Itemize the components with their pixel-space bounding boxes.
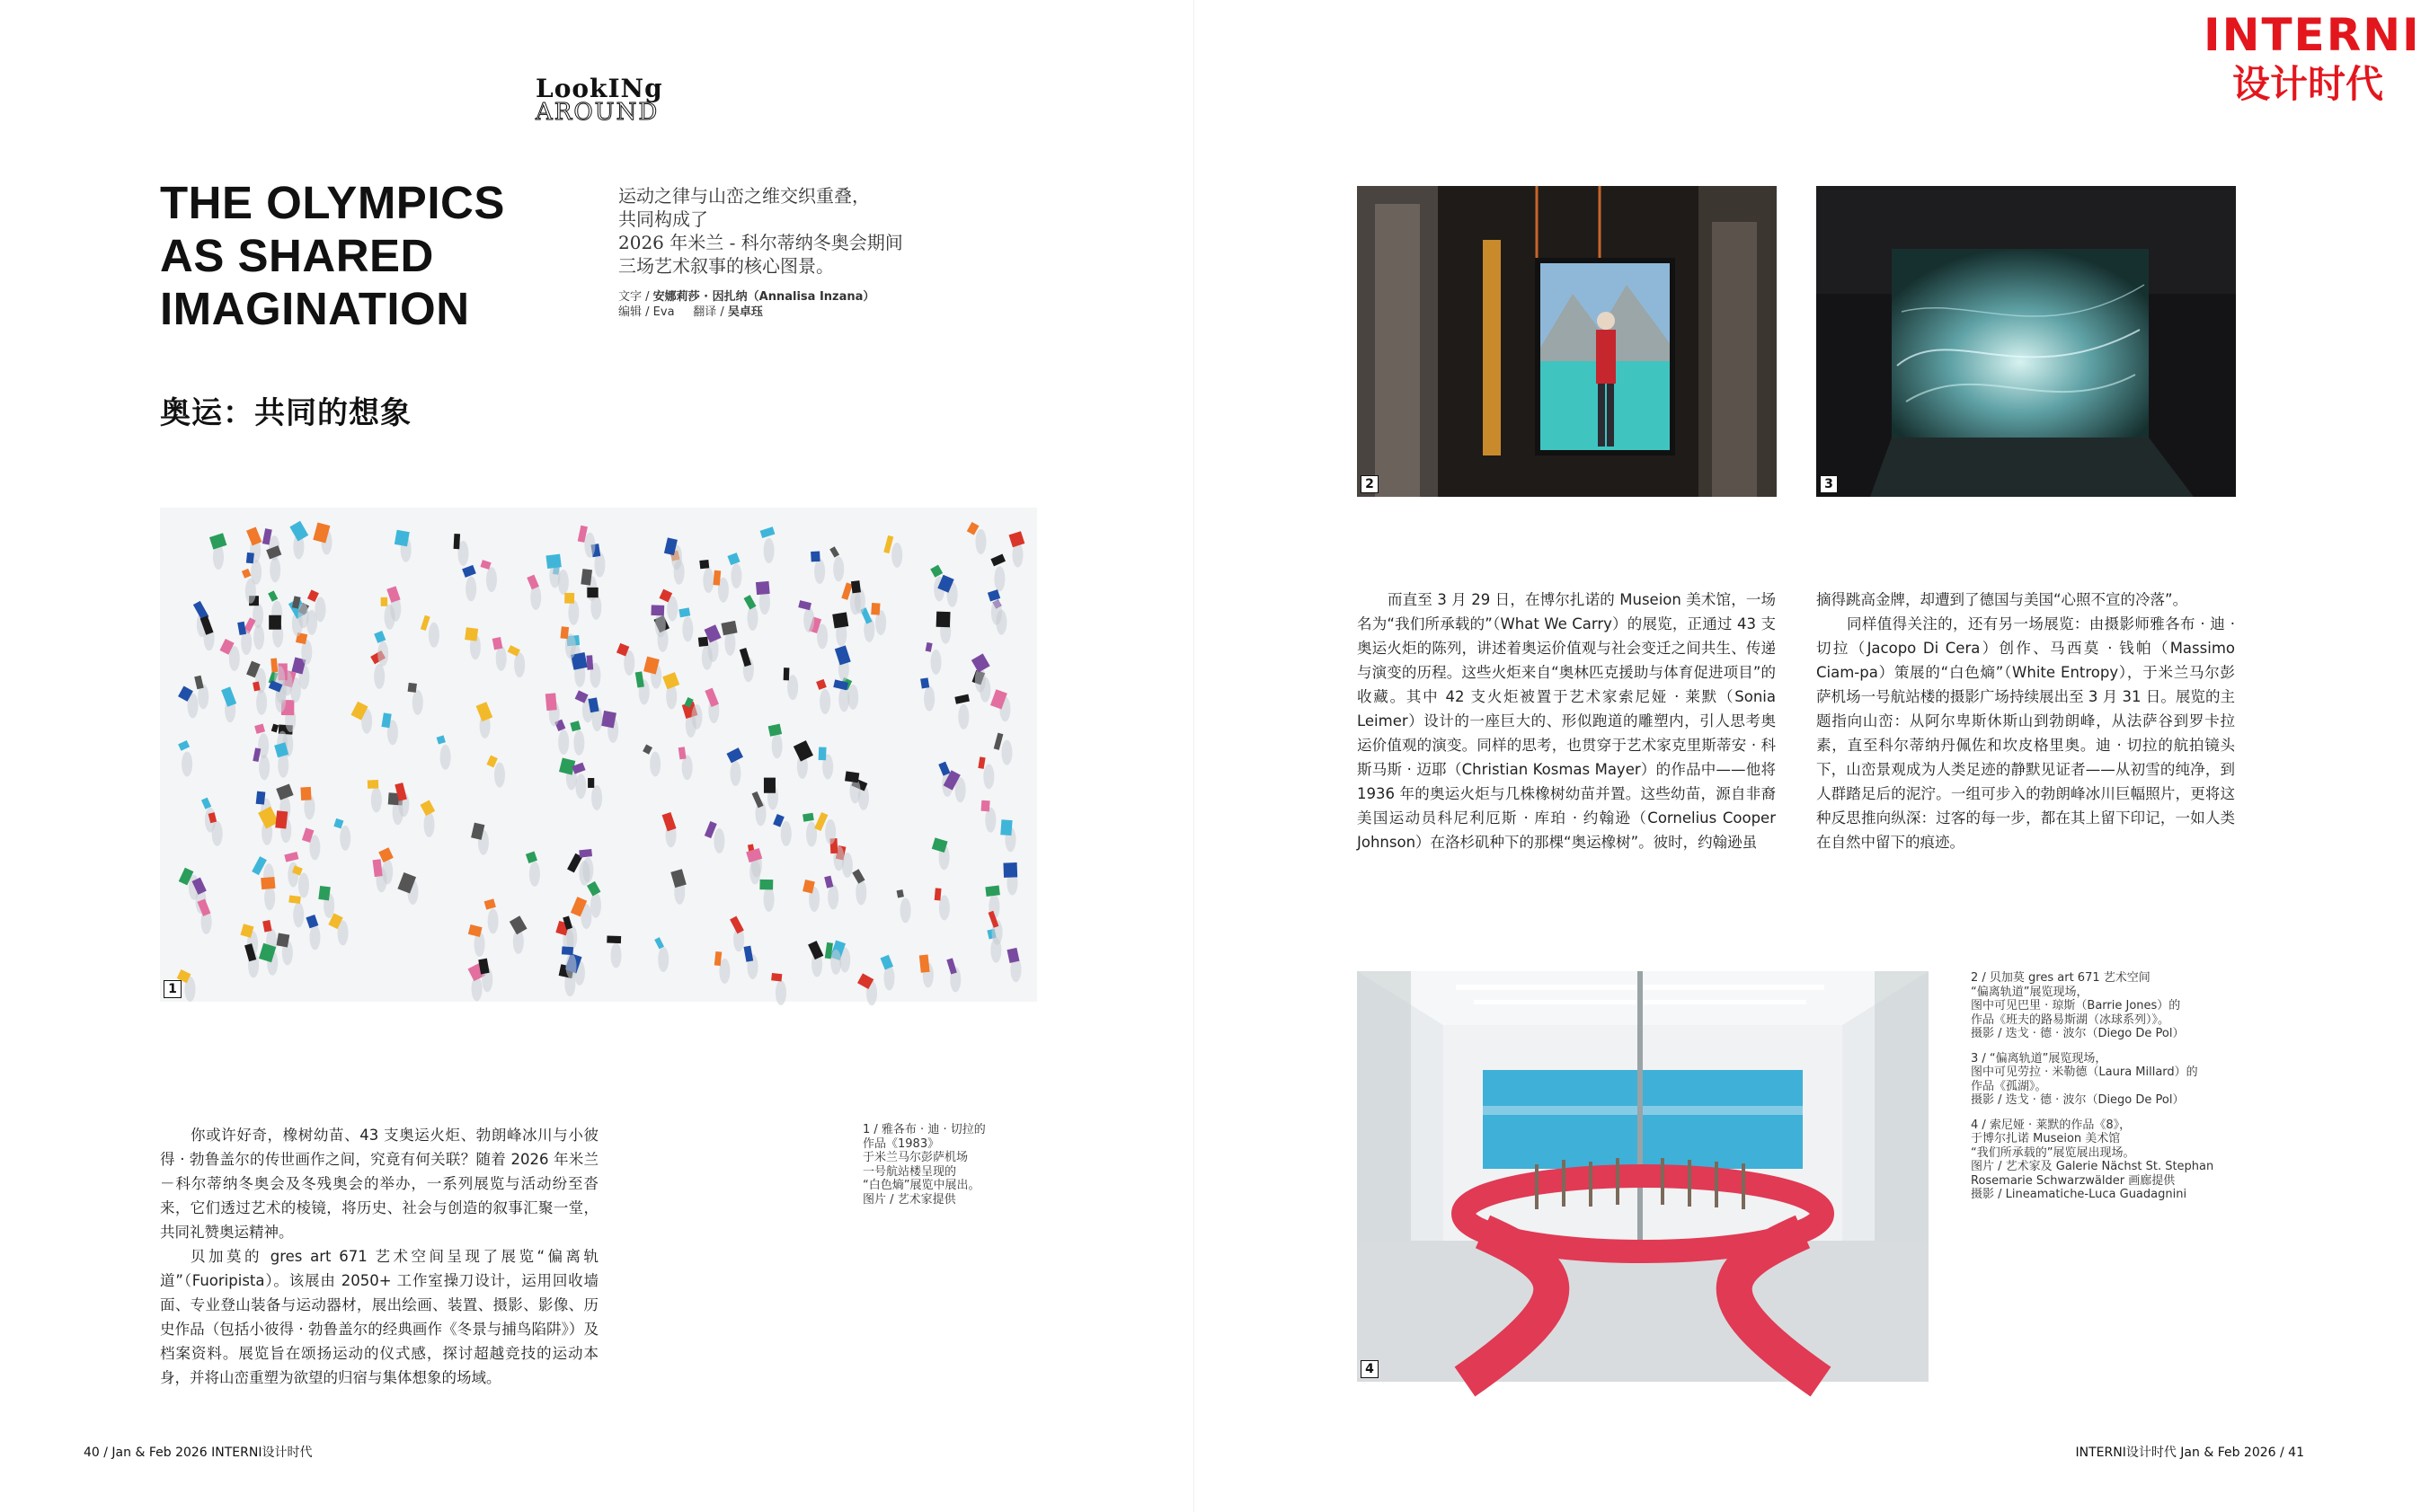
shadow-mark [288,862,298,888]
shadow-mark [714,828,724,853]
shadow-mark [958,704,969,729]
shadow-mark [590,595,601,620]
crowd-mark [560,626,569,639]
crowd-mark [562,946,573,955]
article-credits [618,289,996,320]
crowd-mark [545,693,557,711]
caption-figure-4 [1971,1119,2240,1202]
crowd-mark [698,637,708,647]
shadow-mark [382,859,393,884]
folio-left: 40 / Jan & Feb 2026 INTERNI设计时代 [84,1446,313,1460]
caption-line: 图中可见劳拉 · 米勒德（Laura Millard）的 [1971,1065,2198,1079]
intro-line: 2026 年米兰 - 科尔蒂纳冬奥会期间 [618,232,903,253]
crowd-mark [408,683,417,693]
shadow-mark [814,559,825,584]
shadow-mark [731,563,741,588]
shadow-mark [374,664,385,689]
shadow-mark [424,812,435,837]
caption-line: 图片 / 艺术家提供 [863,1192,956,1207]
crowd-mark [845,771,859,783]
glacier-screen-image [1816,186,2236,497]
shadow-mark [833,556,844,581]
title-line: AS SHARED [160,230,434,281]
body-paragraph: 贝加莫的 gres art 671 艺术空间呈现了展览“偏离轨道”（Fuoripista）。该展由 2050+ 工作室操刀设计，运用回收墙面、专业登山装备与运动器材，展出绘画、装置、摄影、影像、历史作品（包括小彼得 · 勃鲁盖尔的经典画作《冬景与捕鸟陷阱》）及档案资料。展览旨在颂扬运动的仪式感，探讨超越竞技的运动本身，并将山峦重塑为欲望的归宿与集体想象的场域。 [160,1248,599,1386]
shadow-mark [931,650,942,675]
crowd-mark [275,810,288,828]
shadow-mark [591,785,602,810]
crowd-mark [545,554,561,569]
caption-line: 一号航站楼呈现的 [863,1164,957,1179]
shadow-mark [340,826,350,851]
body-paragraph: 摘得跳高金牌，却遭到了德国与美国“心照不宣的冷落”。 [1816,591,2188,608]
figure-number: 2 [1361,475,1379,493]
shadow-mark [371,787,382,812]
shadow-mark [182,751,192,776]
captions-right [1971,971,2240,1213]
crowd-mark [756,581,770,595]
shadow-mark [682,616,693,641]
shadow-mark [488,908,499,933]
shadow-mark [412,690,423,715]
shadow-mark [466,576,476,601]
crowd-mark [784,668,790,680]
crowd-mark [714,570,722,586]
shadow-mark [496,646,507,671]
shadow-mark [259,755,270,780]
shadow-mark [486,567,497,592]
shadow-mark [440,745,451,770]
shadow-mark [749,859,760,884]
crowd-mark [318,886,330,900]
gallery-image [1357,186,1777,497]
caption-line: 图片 / 艺术家及 Galerie Nächst St. Stephan [1971,1160,2214,1173]
crowd-mark [454,534,460,549]
credit-editor: 编辑 / Eva 翻译 / 吴卓珏 [618,305,763,319]
crowd-mark [579,849,592,858]
shadow-mark [655,612,666,637]
caption-line: 图中可见巴里 · 琼斯（Barrie Jones）的 [1971,999,2181,1012]
caption-line: 3 / “偏离轨道”展览现场， [1971,1051,2107,1065]
caption-figure-3 [1971,1052,2240,1108]
shadow-mark [991,600,1002,625]
section-label [536,74,663,126]
body-text-left [160,1123,599,1390]
shadow-mark [983,764,994,789]
shadow-mark [566,953,577,978]
section-label-line1: LookINg [536,74,663,103]
shadow-mark [1001,740,1012,765]
caption-line: “我们所承载的”展览展出现场。 [1971,1145,2135,1160]
intro-line: 三场艺术叙事的核心图景。 [618,255,834,277]
shadow-mark [298,872,309,897]
shadow-mark [575,774,586,799]
caption-line: “偏离轨道”展览现场， [1971,985,2088,999]
article-title [160,176,627,335]
crowd-mark [587,588,598,597]
shadow-mark [820,689,830,714]
crowd-mark [699,560,709,569]
crowd-mark [588,778,594,788]
article-title-zh: 奥运：共同的想象 [160,395,412,431]
figure-number: 3 [1820,475,1838,493]
shadow-mark [719,959,730,984]
caption-figure-2 [1971,971,2240,1041]
shadow-mark [891,543,902,568]
caption-line: 作品《班夫的路易斯湖（冰球系列）》。 [1971,1012,2170,1027]
caption-line: “白色熵”展览中展出。 [863,1179,980,1192]
caption-figure-1 [863,1123,1042,1207]
shadow-mark [748,606,758,631]
aerial-snow-image [160,508,1037,1002]
shadow-mark [611,942,622,968]
shadow-mark [939,895,950,920]
section-label-line2: AROUND [536,99,660,126]
crowd-mark [871,603,880,615]
caption-line: Rosemarie Schwarzwälder 画廊提供 [1971,1173,2176,1188]
shadow-mark [275,687,286,712]
page-spine [1193,0,1194,1512]
crowd-mark [269,615,281,630]
crowd-mark [465,627,478,641]
crowd-mark [764,778,776,793]
crowd-mark [270,659,278,673]
caption-line: 1 / 雅各布 · 迪 · 切拉的 [863,1123,986,1136]
figure-number: 1 [164,980,182,998]
logo-text-en: INTERNI [2204,9,2421,61]
caption-line: 作品《孤湖》。 [1971,1079,2047,1093]
crowd-mark [261,877,275,889]
shadow-mark [529,862,540,887]
crowd-mark [246,553,254,563]
shadow-mark [856,880,866,905]
crowd-mark [920,677,929,688]
crowd-mark [288,895,301,904]
shadow-mark [212,821,223,846]
shadow-mark [830,950,841,975]
crowd-mark [851,580,861,593]
crowd-mark [368,780,378,789]
shadow-mark [776,980,786,1005]
shadow-mark [772,733,783,758]
body-paragraph: 你或许好奇，橡树幼苗、43 支奥运火炬、勃朗峰冰川与小彼得 · 勃鲁盖尔的传世画作之间，究竟有何关联？随着 2026 年米兰－科尔蒂纳冬奥会及冬残奥会的举办，一系列展览与活动纷至沓来，它们透过艺术的棱镜，将历史、社会与创造的叙事汇聚一堂，共同礼赞奥运精神。 [160,1127,599,1241]
crowd-mark [1003,862,1017,878]
article-intro [618,184,960,278]
shadow-mark [590,893,601,918]
crowd-mark [832,612,848,628]
crowd-mark [811,551,820,561]
crowd-mark [581,569,592,585]
caption-line: 于米兰马尔彭萨机场 [863,1151,969,1164]
body-text-right-col2 [1816,588,2235,854]
crowd-mark [985,885,1000,897]
shadow-mark [429,623,439,648]
crowd-mark [276,933,289,947]
body-paragraph: 同样值得关注的，还有另一场展览：由摄影师雅各布 · 迪 · 切拉（Jacopo Di Cera）创作、马西莫 · 钱帕（Massimo Ciam-pa）策展的“白色熵”（White Entropy），于米兰马尔彭萨机场一号航站楼的摄影广场持续展出至 3 月 31 日。展览的主题指向山峦：从阿尔卑斯休斯山到勃朗峰，从法萨谷到罗卡拉素，直至科尔蒂纳丹佩佐和坎皮格里奥。迪 · 切拉的航拍镜头下，山峦景观成为人类足迹的静默见证者——从初雪的纯净，到人群踏足后的泥泞。一组可步入的勃朗峰冰川巨幅照片，更将这种反思推向纵深：过客的每一步，都在其上留下印记，一如人类在自然中留下的痕迹。 [1816,615,2235,851]
caption-line: 2 / 贝加莫 gres art 671 艺术空间 [1971,971,2151,985]
crowd-mark [586,655,593,669]
caption-line: 摄影 / 迭戈 · 德 · 波尔（Diego De Pol） [1971,1093,2185,1107]
shadow-mark [514,652,525,677]
shadow-mark [568,600,579,625]
intro-line: 共同构成了 [618,208,708,230]
shadow-mark [658,947,669,972]
crowd-mark [936,612,951,628]
crowd-mark [759,880,773,890]
crowd-mark [1000,819,1012,836]
caption-line: 于博尔扎诺 Museion 美术馆 [1971,1132,2121,1145]
photo-glacier-screen [1816,186,2236,497]
caption-line: 摄影 / 迭戈 · 德 · 波尔（Diego De Pol） [1971,1027,2185,1040]
shadow-mark [703,568,714,593]
crowd-mark [300,787,311,800]
crowd-mark [256,791,266,805]
shadow-mark [806,822,817,847]
shadow-mark [315,597,325,622]
photo-gallery-lake-portrait [1357,186,1777,497]
shadow-mark [558,729,569,755]
crowd-mark [981,800,990,812]
track-sculpture-image [1357,971,1929,1382]
shadow-mark [584,533,595,558]
magazine-logo [2204,9,2421,108]
figure-number: 4 [1361,1360,1379,1378]
crowd-mark [771,973,782,981]
caption-line: 4 / 索尼娅 · 莱默的作品《8》， [1971,1118,2132,1132]
logo-text-zh: 设计时代 [2231,62,2383,106]
shadow-mark [975,529,986,554]
shadow-mark [828,884,838,909]
crowd-mark [919,954,930,972]
shadow-mark [781,821,792,846]
crowd-mark [935,888,942,900]
title-line: THE OLYMPICS [160,177,505,228]
crowd-mark [819,747,827,760]
crowd-mark [607,935,621,943]
shadow-mark [838,686,849,712]
photo-torches-track-sculpture [1357,971,1929,1382]
body-text-right-col1 [1357,588,1776,854]
shadow-mark [650,752,661,777]
shadow-mark [472,976,483,1001]
shadow-mark [900,897,911,923]
shadow-mark [730,761,740,786]
shadow-mark [253,624,264,650]
shadow-mark [764,887,775,912]
crowd-mark [651,605,664,615]
shadow-mark [691,704,702,729]
shadow-mark [494,763,505,788]
folio-right: INTERNI设计时代 Jan & Feb 2026 / 41 [2075,1446,2304,1460]
title-line: IMAGINATION [160,283,470,334]
shadow-mark [573,730,584,756]
caption-line: 摄影 / Lineamatiche-Luca Guadagnini [1971,1188,2187,1201]
shadow-mark [270,557,280,582]
shadow-mark [245,579,256,604]
photo-aerial-snow-crowd [160,508,1037,1002]
crowd-mark [381,597,388,606]
shadow-mark [253,603,263,628]
intro-line: 运动之律与山峦之维交织重叠， [618,185,870,207]
shadow-mark [825,819,836,844]
shadow-mark [764,538,775,563]
crowd-mark [564,593,574,604]
shadow-mark [293,902,304,927]
shadow-mark [924,686,935,712]
shadow-mark [582,857,593,882]
shadow-mark [803,607,814,632]
shadow-mark [309,924,320,950]
shadow-mark [298,603,309,628]
shadow-mark [256,690,267,715]
shadow-mark [377,641,388,667]
shadow-mark [994,566,1005,591]
body-paragraph: 而直至 3 月 29 日，在博尔扎诺的 Museion 美术馆，一场名为“我们所承载的”（What We Carry）的展览，正通过 43 支奥运火炬的陈列，讲述着奥运价值观与社会变迁之间共生、传递与演变的历程。这些火炬来自“奥林匹克援助与体育促进项目”的收藏。其中 42 支火炬被置于艺术家索尼娅 · 莱默（Sonia Leimer）设计的一座巨大的、形似跑道的雕塑内，引人思考奥运价值观的演变。同样的思考，也贯穿于艺术家克里斯蒂安 · 科斯马斯 · 迈耶（Christian Kosmas Mayer）的作品中——他将 1936 年的奥运火炬与几株橡树幼苗并置。这些幼苗，源自非裔美国运动员科尼利厄斯 · 库珀 · 约翰逊（Cornelius Cooper Johnson）在洛杉矶种下的那棵“奥运橡树”。彼时，约翰逊虽 [1357,591,1776,851]
caption-line: 作品《1983》 [863,1136,940,1151]
credit-writer: 文字 / 安娜莉莎 · 因扎纳（Annalisa Inzana） [618,290,875,304]
crowd-mark [395,530,410,546]
